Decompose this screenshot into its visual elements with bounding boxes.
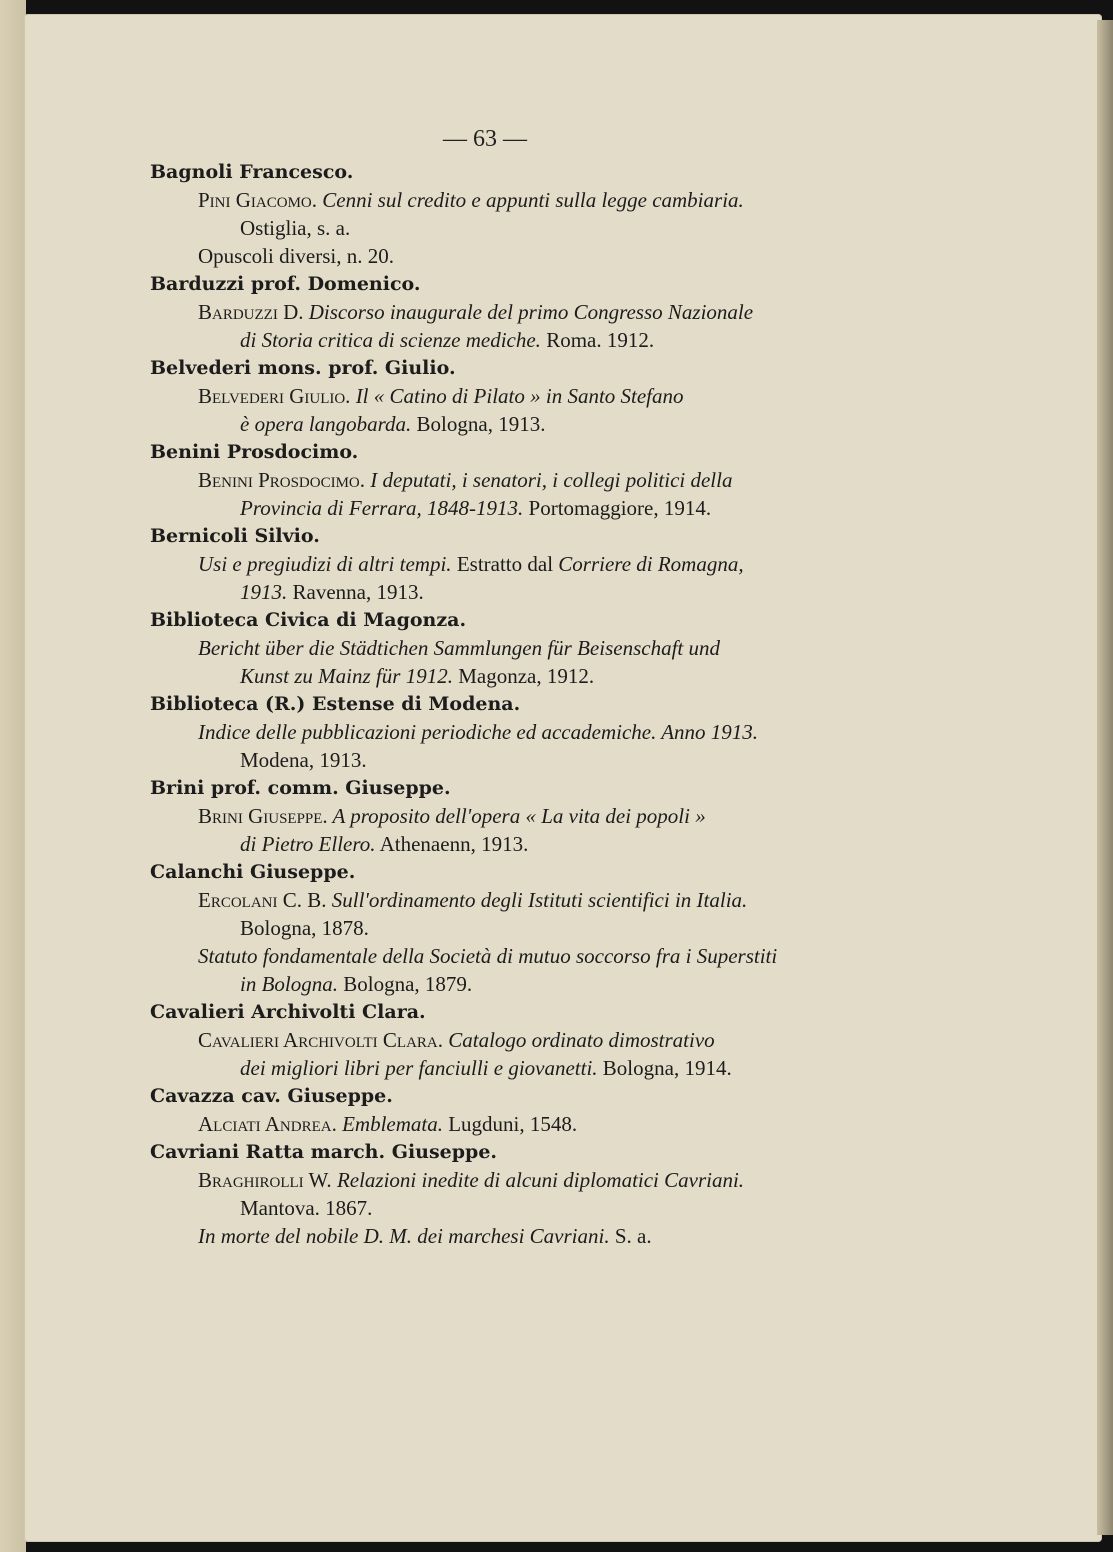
bibliographic-item: [150, 886, 810, 942]
bibliographic-item: [150, 186, 810, 242]
index-entry: [150, 606, 810, 690]
index-entry: [150, 270, 810, 354]
index-entry: [150, 774, 810, 858]
title-text: Provincia di Ferrara, 1848-1913.: [240, 496, 524, 520]
bibliographic-item: [150, 1166, 810, 1222]
bibliographic-item: [150, 718, 810, 774]
item-line: [198, 1026, 810, 1054]
bibliographic-item: [150, 382, 810, 438]
title-text: in Bologna.: [240, 972, 338, 996]
title-text: In morte del nobile D. M. dei marchesi Cavriani.: [198, 1224, 610, 1248]
title-text: Discorso inaugurale del primo Congresso Nazionale: [303, 300, 754, 324]
imprint-text: Portomaggiore, 1914.: [523, 496, 712, 520]
item-line: [198, 466, 810, 494]
bibliographic-item: [150, 1110, 810, 1138]
imprint-text: Mantova. 1867.: [240, 1196, 373, 1220]
imprint-text: Bologna, 1914.: [597, 1056, 732, 1080]
item-line: [198, 298, 810, 326]
entry-name: Benini Prosdocimo.: [150, 441, 359, 463]
imprint-text: S. a.: [609, 1224, 652, 1248]
item-line: [198, 410, 810, 438]
item-line: [198, 382, 810, 410]
title-text: 1913.: [240, 580, 288, 604]
author: Braghirolli W.: [198, 1168, 332, 1192]
index-entry: [150, 1082, 810, 1138]
entry-name: Bagnoli Francesco.: [150, 161, 354, 183]
title-text: I deputati, i senatori, i collegi politici della: [365, 468, 733, 492]
item-line: [198, 886, 810, 914]
item-line: [198, 970, 810, 998]
title-text: Catalogo ordinato dimostrativo: [443, 1028, 715, 1052]
author: Ercolani C. B.: [198, 888, 327, 912]
author: Cavalieri Archivolti Clara.: [198, 1028, 443, 1052]
item-line: [198, 662, 810, 690]
item-line: [198, 802, 810, 830]
imprint-text: Lugduni, 1548.: [442, 1112, 578, 1136]
imprint-text: Magonza, 1912.: [452, 664, 595, 688]
index-list: [150, 158, 810, 1250]
title-text: Sull'ordinamento degli Istituti scientifici in Italia.: [326, 888, 748, 912]
title-text: dei migliori libri per fanciulli e giovanetti.: [240, 1056, 598, 1080]
bibliographic-item: [150, 550, 810, 606]
author: Alciati Andrea.: [198, 1112, 337, 1136]
entry-name: Brini prof. comm. Giuseppe.: [150, 777, 451, 799]
index-entry: [150, 998, 810, 1082]
item-line: [198, 634, 810, 662]
entry-name: Cavalieri Archivolti Clara.: [150, 1001, 426, 1023]
bibliographic-item: [150, 1222, 810, 1250]
bibliographic-item: [150, 298, 810, 354]
imprint-text: Modena, 1913.: [240, 748, 367, 772]
entry-name: Cavriani Ratta march. Giuseppe.: [150, 1141, 498, 1163]
item-line: [198, 746, 810, 774]
entry-name: Barduzzi prof. Domenico.: [150, 273, 421, 295]
item-line: [198, 1222, 810, 1250]
facing-page-edge: [0, 0, 26, 1552]
imprint-text: Ostiglia, s. a.: [240, 216, 351, 240]
page-edge-shadow: [1097, 20, 1113, 1535]
imprint-text: Athenaenn, 1913.: [375, 832, 529, 856]
item-line: [198, 494, 810, 522]
title-text: Il « Catino di Pilato » in Santo Stefano: [350, 384, 684, 408]
item-line: [198, 914, 810, 942]
index-entry: [150, 158, 810, 270]
bibliographic-item: [150, 634, 810, 690]
item-line: [198, 830, 810, 858]
item-line: [198, 1054, 810, 1082]
entry-name: Bernicoli Silvio.: [150, 525, 320, 547]
bibliographic-item: [150, 466, 810, 522]
title-text: Emblemata.: [336, 1112, 443, 1136]
item-line: [198, 242, 810, 270]
entry-name: Biblioteca Civica di Magonza.: [150, 609, 467, 631]
entry-name: Cavazza cav. Giuseppe.: [150, 1085, 393, 1107]
title-text: Statuto fondamentale della Società di mutuo soccorso fra i Superstiti: [198, 944, 778, 968]
title-text: di Storia critica di scienze mediche.: [240, 328, 541, 352]
imprint-text: Estratto dal: [451, 552, 559, 576]
bibliographic-item: [150, 802, 810, 858]
bibliographic-item: [150, 242, 810, 270]
item-line: [198, 326, 810, 354]
entry-name: Biblioteca (R.) Estense di Modena.: [150, 693, 521, 715]
imprint-text: Ravenna, 1913.: [287, 580, 424, 604]
item-line: [198, 578, 810, 606]
bibliographic-item: [150, 942, 810, 998]
title-text: Corriere di Romagna,: [558, 552, 744, 576]
page-number: — 63 —: [443, 126, 527, 152]
index-entry: [150, 438, 810, 522]
author: Belvederi Giulio.: [198, 384, 351, 408]
title-text: è opera langobarda.: [240, 412, 412, 436]
bibliographic-item: [150, 1026, 810, 1082]
item-line: [198, 186, 810, 214]
author: Pini Giacomo.: [198, 188, 318, 212]
title-text: di Pietro Ellero.: [240, 832, 376, 856]
title-text: Usi e pregiudizi di altri tempi.: [198, 552, 452, 576]
index-entry: [150, 858, 810, 998]
title-text: Kunst zu Mainz für 1912.: [240, 664, 453, 688]
index-entry: [150, 522, 810, 606]
title-text: A proposito dell'opera « La vita dei popoli »: [327, 804, 706, 828]
entry-name: Belvederi mons. prof. Giulio.: [150, 357, 456, 379]
item-line: [198, 1194, 810, 1222]
title-text: Bericht über die Städtichen Sammlungen für Beisenschaft und: [198, 636, 720, 660]
index-entry: [150, 1138, 810, 1250]
entry-name: Calanchi Giuseppe.: [150, 861, 356, 883]
title-text: Cenni sul credito e appunti sulla legge cambiaria.: [317, 188, 744, 212]
item-line: [198, 214, 810, 242]
author: Barduzzi D.: [198, 300, 304, 324]
item-line: [198, 550, 810, 578]
imprint-text: Opuscoli diversi, n. 20.: [198, 244, 394, 268]
index-entry: [150, 354, 810, 438]
author: Brini Giuseppe.: [198, 804, 328, 828]
item-line: [198, 942, 810, 970]
title-text: Relazioni inedite di alcuni diplomatici Cavriani.: [331, 1168, 745, 1192]
index-entry: [150, 690, 810, 774]
item-line: [198, 1110, 810, 1138]
item-line: [198, 1166, 810, 1194]
imprint-text: Bologna, 1879.: [338, 972, 473, 996]
item-line: [198, 718, 810, 746]
imprint-text: Bologna, 1878.: [240, 916, 369, 940]
author: Benini Prosdocimo.: [198, 468, 366, 492]
imprint-text: Roma. 1912.: [540, 328, 655, 352]
title-text: Indice delle pubblicazioni periodiche ed accademiche. Anno 1913.: [198, 720, 759, 744]
imprint-text: Bologna, 1913.: [411, 412, 546, 436]
